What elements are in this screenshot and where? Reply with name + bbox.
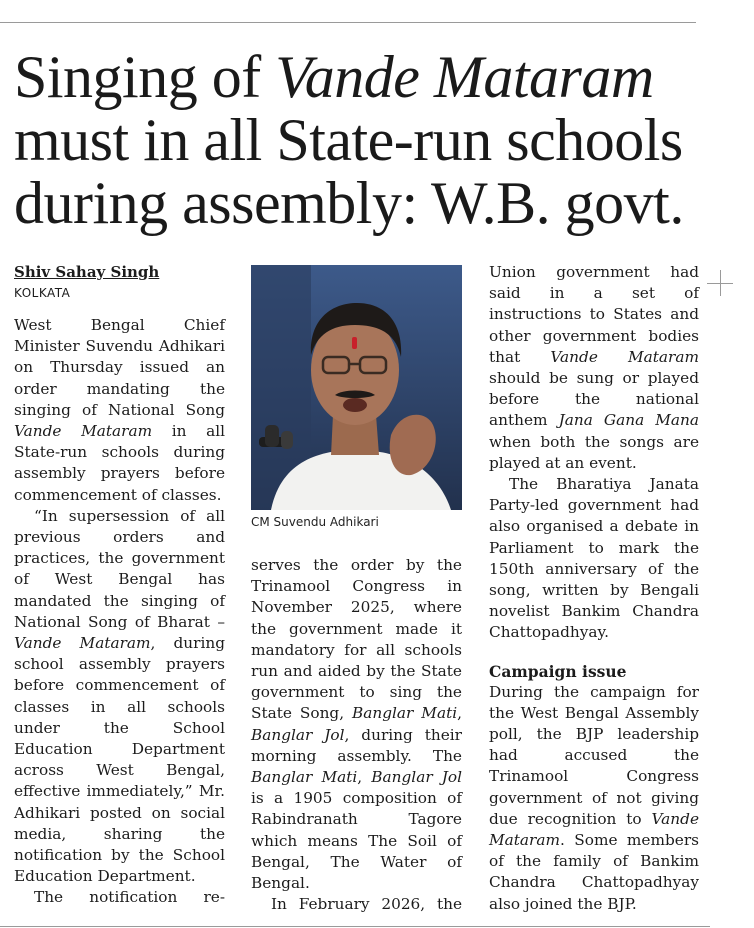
paragraph: The notification re- <box>34 888 225 907</box>
bottom-rule <box>0 926 710 927</box>
headline-text: Singing of <box>14 44 276 110</box>
paragraph: Union government had said in a set of instructions to States and other government bodies that Vande Mataram should be sung or played before the national anthem Jana Gana Mana when both the songs are played at an event. <box>489 263 699 472</box>
paragraph: The Bharatiya Janata Party-led government had also organised a debate in Parliament to mark the 150th anniversary of the song, written by Bengali novelist Bankim Chandra Chattopadhyay. <box>489 475 699 642</box>
headline-line-3: during assembly: W.B. govt. <box>14 170 684 236</box>
article-column-2 <box>251 555 462 915</box>
paragraph: In February 2026, the <box>271 895 462 914</box>
photo-caption: CM Suvendu Adhikari <box>251 515 379 529</box>
article-column-3 <box>489 262 699 915</box>
paragraph: During the campaign for the West Bengal Assembly poll, the BJP leadership had accused the Trinamool Congress government of not giving due recognition to Vande Mataram. Some members of the family of Bankim Chandra Chattopadhyay also joined the BJP. <box>489 682 699 913</box>
crop-mark <box>720 270 721 296</box>
headline-line-2: must in all State-run schools <box>14 107 683 173</box>
subheading: Campaign issue <box>489 661 627 681</box>
paragraph: “In supersession of all previous orders and practices, the government of West Bengal has mandated the singing of National Song of Bharat – Vande Mataram, during school assembly prayers before commencement of classes in all schools under the School Education Department across West Bengal, effective immediately,” Mr. Adhikari posted on social media, sharing the notification by the School Education Department. <box>14 506 225 886</box>
dateline: KOLKATA <box>14 286 71 300</box>
article-column-1 <box>14 262 225 909</box>
photo-cm-suvendu-adhikari <box>251 265 462 510</box>
paragraph: West Bengal Chief Minister Suvendu Adhikari on Thursday issued an order mandating the singing of National Song Vande Mataram in all State-run schools during assembly prayers before commencement of classes. <box>14 316 226 504</box>
byline[interactable]: Shiv Sahay Singh <box>14 263 160 281</box>
headline-line-1 <box>14 46 714 109</box>
headline <box>14 46 714 235</box>
top-rule <box>0 22 696 23</box>
headline-italic: Vande Mataram <box>275 44 654 110</box>
paragraph: serves the order by the Trinamool Congress in November 2025, where the government made it mandatory for all schools run and aided by the State government to sing the State Song, Banglar Mati, Banglar Jol, during their morning assembly. The Banglar Mati, Banglar Jol is a 1905 composition of Rabindranath Tagore which means The Soil of Bengal, The Water of Bengal. <box>251 556 462 893</box>
